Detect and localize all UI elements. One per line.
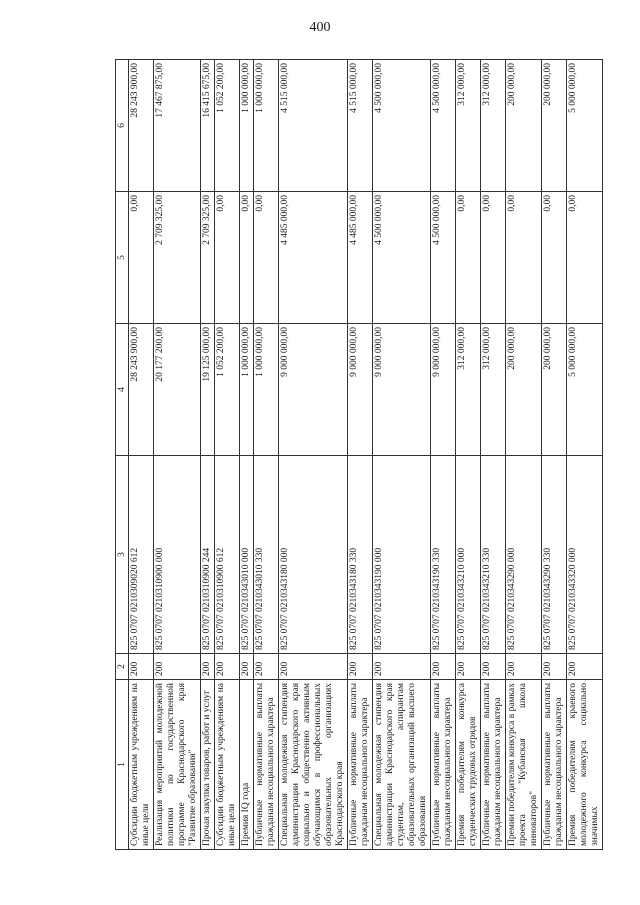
- cell-kbk: 825 0707 0210343190 000: [373, 456, 431, 654]
- cell-col5: 0,00: [506, 192, 542, 324]
- cell-kbk: 825 0707 0210343190 330: [431, 456, 456, 654]
- cell-name: Прочая закупка товаров, работ и услуг: [201, 680, 215, 850]
- cell-col6: 1 052 200,00: [215, 60, 240, 192]
- rotated-table: [115, 60, 600, 850]
- cell-code: 200: [348, 654, 373, 680]
- cell-kbk: 825 0707 0210310900 612: [215, 456, 240, 654]
- cell-kbk: 825 0707 0210310900 000: [154, 456, 201, 654]
- table-row: [348, 60, 373, 850]
- table-body: [129, 60, 603, 850]
- table-row: [506, 60, 542, 850]
- cell-name: Специальная молодежная стипендия администрации Краснодарского края студентам, аспирантам образовательных организаций высшего образования: [373, 680, 431, 850]
- table-row: [215, 60, 240, 850]
- cell-name: Премия IQ года: [240, 680, 254, 850]
- cell-code: 200: [481, 654, 506, 680]
- cell-col4: 9 000 000,00: [373, 324, 431, 456]
- cell-code: 200: [506, 654, 542, 680]
- cell-col4: 1 000 000,00: [254, 324, 279, 456]
- cell-name: Реализация мероприятий молодежной политики по государственной программе Краснодарского края "Развитие образования": [154, 680, 201, 850]
- cell-col4: 20 177 200,00: [154, 324, 201, 456]
- cell-col5: 0,00: [456, 192, 481, 324]
- table-header-row: [116, 60, 129, 850]
- cell-name: Премия победителям конкурса студенческих трудовых отрядов: [456, 680, 481, 850]
- cell-name: Публичные нормативные выплаты гражданам несоциального характера: [431, 680, 456, 850]
- rotated-table-area: [115, 60, 600, 850]
- cell-col5: 0,00: [254, 192, 279, 324]
- cell-name: Специальная молодежная стипендия администрации Краснодарского края социально и общественно активным обучающимся в профессиональных образовательных организациях Краснодарского края: [279, 680, 348, 850]
- cell-col6: 4 500 000,00: [431, 60, 456, 192]
- cell-col4: 9 000 000,00: [279, 324, 348, 456]
- column-header: 4: [116, 324, 129, 456]
- cell-col4: 19 125 000,00: [201, 324, 215, 456]
- cell-col4: 9 000 000,00: [348, 324, 373, 456]
- table-row: [240, 60, 254, 850]
- table-row: [567, 60, 603, 850]
- cell-col6: 200 000,00: [542, 60, 567, 192]
- cell-kbk: 825 0707 0210310900 244: [201, 456, 215, 654]
- cell-col5: 0,00: [240, 192, 254, 324]
- cell-col6: 4 500 000,00: [373, 60, 431, 192]
- cell-kbk: 825 0707 0210343010 000: [240, 456, 254, 654]
- cell-kbk: 825 0707 0210343210 330: [481, 456, 506, 654]
- cell-kbk: 825 0707 0210309020 612: [129, 456, 154, 654]
- cell-col4: 1 000 000,00: [240, 324, 254, 456]
- cell-code: 200: [129, 654, 154, 680]
- cell-col4: 1 052 200,00: [215, 324, 240, 456]
- table-row: [129, 60, 154, 850]
- cell-col5: 4 500 000,00: [431, 192, 456, 324]
- cell-name: Премии победителям конкурса в рамках проекта "Кубанская школа инноваторов": [506, 680, 542, 850]
- cell-col5: 2 709 325,00: [154, 192, 201, 324]
- cell-col4: 312 000,00: [481, 324, 506, 456]
- cell-col6: 16 415 675,00: [201, 60, 215, 192]
- table-row: [481, 60, 506, 850]
- cell-col4: 200 000,00: [542, 324, 567, 456]
- cell-col5: 0,00: [129, 192, 154, 324]
- cell-kbk: 825 0707 0210343290 000: [506, 456, 542, 654]
- cell-code: 200: [240, 654, 254, 680]
- column-header: 5: [116, 192, 129, 324]
- cell-kbk: 825 0707 0210343180 000: [279, 456, 348, 654]
- cell-code: 200: [215, 654, 240, 680]
- table-row: [373, 60, 431, 850]
- table-row: [154, 60, 201, 850]
- cell-kbk: 825 0707 0210343290 330: [542, 456, 567, 654]
- budget-table: [115, 59, 603, 850]
- cell-name: Публичные нормативные выплаты гражданам несоциального характера: [542, 680, 567, 850]
- cell-name: Субсидии бюджетным учреждениям на иные цели: [129, 680, 154, 850]
- cell-col6: 312 000,00: [456, 60, 481, 192]
- cell-kbk: 825 0707 0210343180 330: [348, 456, 373, 654]
- cell-col6: 28 243 900,00: [129, 60, 154, 192]
- cell-kbk: 825 0707 0210343320 000: [567, 456, 603, 654]
- cell-col5: 4 500 000,00: [373, 192, 431, 324]
- cell-col4: 28 243 900,00: [129, 324, 154, 456]
- cell-col5: 0,00: [567, 192, 603, 324]
- cell-name: Публичные нормативные выплаты гражданам несоциального характера: [254, 680, 279, 850]
- table-row: [542, 60, 567, 850]
- cell-name: Субсидии бюджетным учреждениям на иные цели: [215, 680, 240, 850]
- cell-col6: 1 000 000,00: [254, 60, 279, 192]
- cell-code: 200: [154, 654, 201, 680]
- column-header: 1: [116, 680, 129, 850]
- cell-name: Публичные нормативные выплаты гражданам несоциального характера: [348, 680, 373, 850]
- cell-col5: 4 485 000,00: [348, 192, 373, 324]
- cell-col4: 5 000 000,00: [567, 324, 603, 456]
- table-row: [431, 60, 456, 850]
- column-header: 6: [116, 60, 129, 192]
- column-header: 2: [116, 654, 129, 680]
- cell-code: 200: [201, 654, 215, 680]
- page-number: 400: [309, 20, 331, 35]
- cell-code: 200: [542, 654, 567, 680]
- cell-code: 200: [254, 654, 279, 680]
- cell-col4: 9 000 000,00: [431, 324, 456, 456]
- table-row: [201, 60, 215, 850]
- cell-col6: 4 515 000,00: [348, 60, 373, 192]
- cell-col5: 0,00: [481, 192, 506, 324]
- cell-code: 200: [431, 654, 456, 680]
- table-row: [456, 60, 481, 850]
- cell-col6: 200 000,00: [506, 60, 542, 192]
- cell-code: 200: [456, 654, 481, 680]
- cell-col6: 5 000 000,00: [567, 60, 603, 192]
- cell-code: 200: [279, 654, 348, 680]
- cell-code: 200: [567, 654, 603, 680]
- table-row: [254, 60, 279, 850]
- cell-kbk: 825 0707 0210343010 330: [254, 456, 279, 654]
- cell-name: Публичные нормативные выплаты гражданам несоциального характера: [481, 680, 506, 850]
- cell-col6: 4 515 000,00: [279, 60, 348, 192]
- cell-col6: 17 467 875,00: [154, 60, 201, 192]
- column-header: 3: [116, 456, 129, 654]
- cell-kbk: 825 0707 0210343210 000: [456, 456, 481, 654]
- cell-name: Премия победителям краевого молодежного конкурса социально значимых: [567, 680, 603, 850]
- cell-code: 200: [373, 654, 431, 680]
- cell-col6: 312 000,00: [481, 60, 506, 192]
- cell-col5: 0,00: [215, 192, 240, 324]
- cell-col4: 200 000,00: [506, 324, 542, 456]
- cell-col5: 4 485 000,00: [279, 192, 348, 324]
- cell-col6: 1 000 000,00: [240, 60, 254, 192]
- cell-col4: 312 000,00: [456, 324, 481, 456]
- table-row: [279, 60, 348, 850]
- cell-col5: 0,00: [542, 192, 567, 324]
- cell-col5: 2 709 325,00: [201, 192, 215, 324]
